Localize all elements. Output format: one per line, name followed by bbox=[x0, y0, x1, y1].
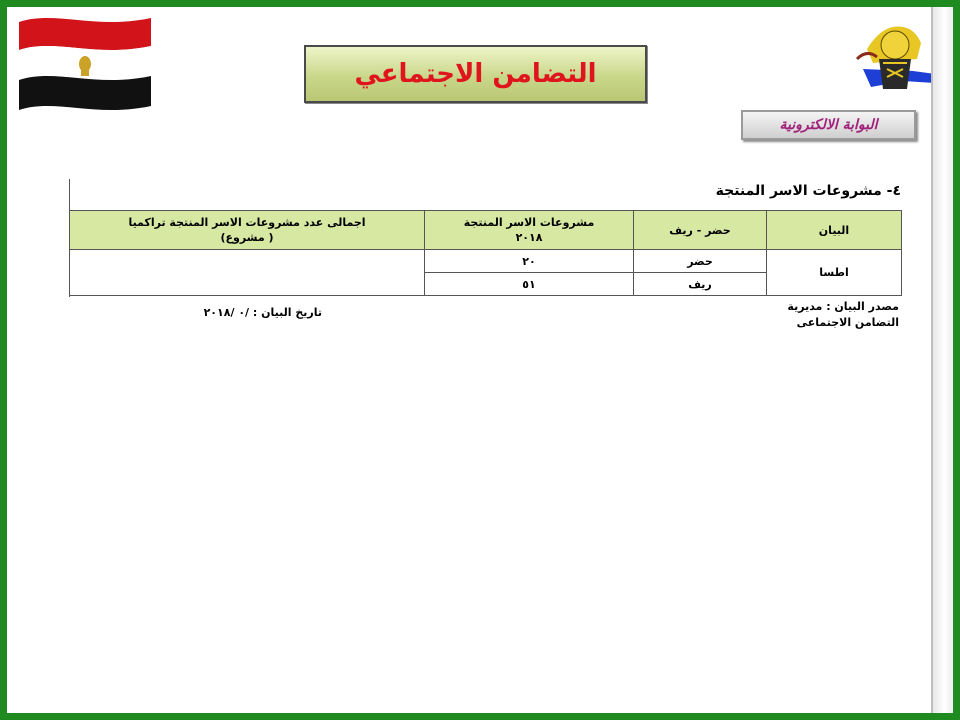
header-projects bbox=[425, 211, 634, 250]
table-row bbox=[70, 250, 902, 273]
header-total-line2: ( مشروع) bbox=[220, 231, 274, 244]
page-title-banner bbox=[304, 45, 647, 103]
cell-total bbox=[70, 250, 425, 296]
header-total bbox=[70, 211, 425, 250]
data-date: تاريخ البيان : /٠ /٢٠١٨ bbox=[203, 306, 322, 319]
portal-label: البوابة الالكترونية bbox=[779, 117, 878, 133]
cell-type: ريف bbox=[634, 273, 767, 296]
section-title: ٤- مشروعات الاسر المنتجة bbox=[715, 183, 901, 199]
header-total-line1: اجمالى عدد مشروعات الاسر المنتجة تراكميا bbox=[128, 216, 366, 229]
cell-projects: ٢٠ bbox=[425, 250, 634, 273]
cell-projects: ٥١ bbox=[425, 273, 634, 296]
page-title: التضامن الاجتماعي bbox=[354, 59, 597, 89]
cell-item: اطسا bbox=[767, 250, 902, 296]
source-line1: مصدر البيان : مديرية bbox=[787, 300, 899, 313]
header-item: البيان bbox=[767, 211, 902, 250]
egypt-flag-icon bbox=[15, 12, 155, 112]
electronic-portal-button[interactable] bbox=[741, 110, 916, 140]
source-line2: التضامن الاجتماعى bbox=[796, 316, 899, 329]
table-header-row bbox=[70, 211, 902, 250]
header-projects-line1: مشروعات الاسر المنتجة bbox=[463, 216, 595, 229]
decorative-side-strip bbox=[931, 7, 960, 720]
cell-type: حضر bbox=[634, 250, 767, 273]
header-urban-rural: حضر - ريف bbox=[634, 211, 767, 250]
data-source bbox=[759, 299, 899, 331]
header-projects-line2: ٢٠١٨ bbox=[515, 231, 543, 244]
productive-families-table bbox=[69, 210, 902, 296]
